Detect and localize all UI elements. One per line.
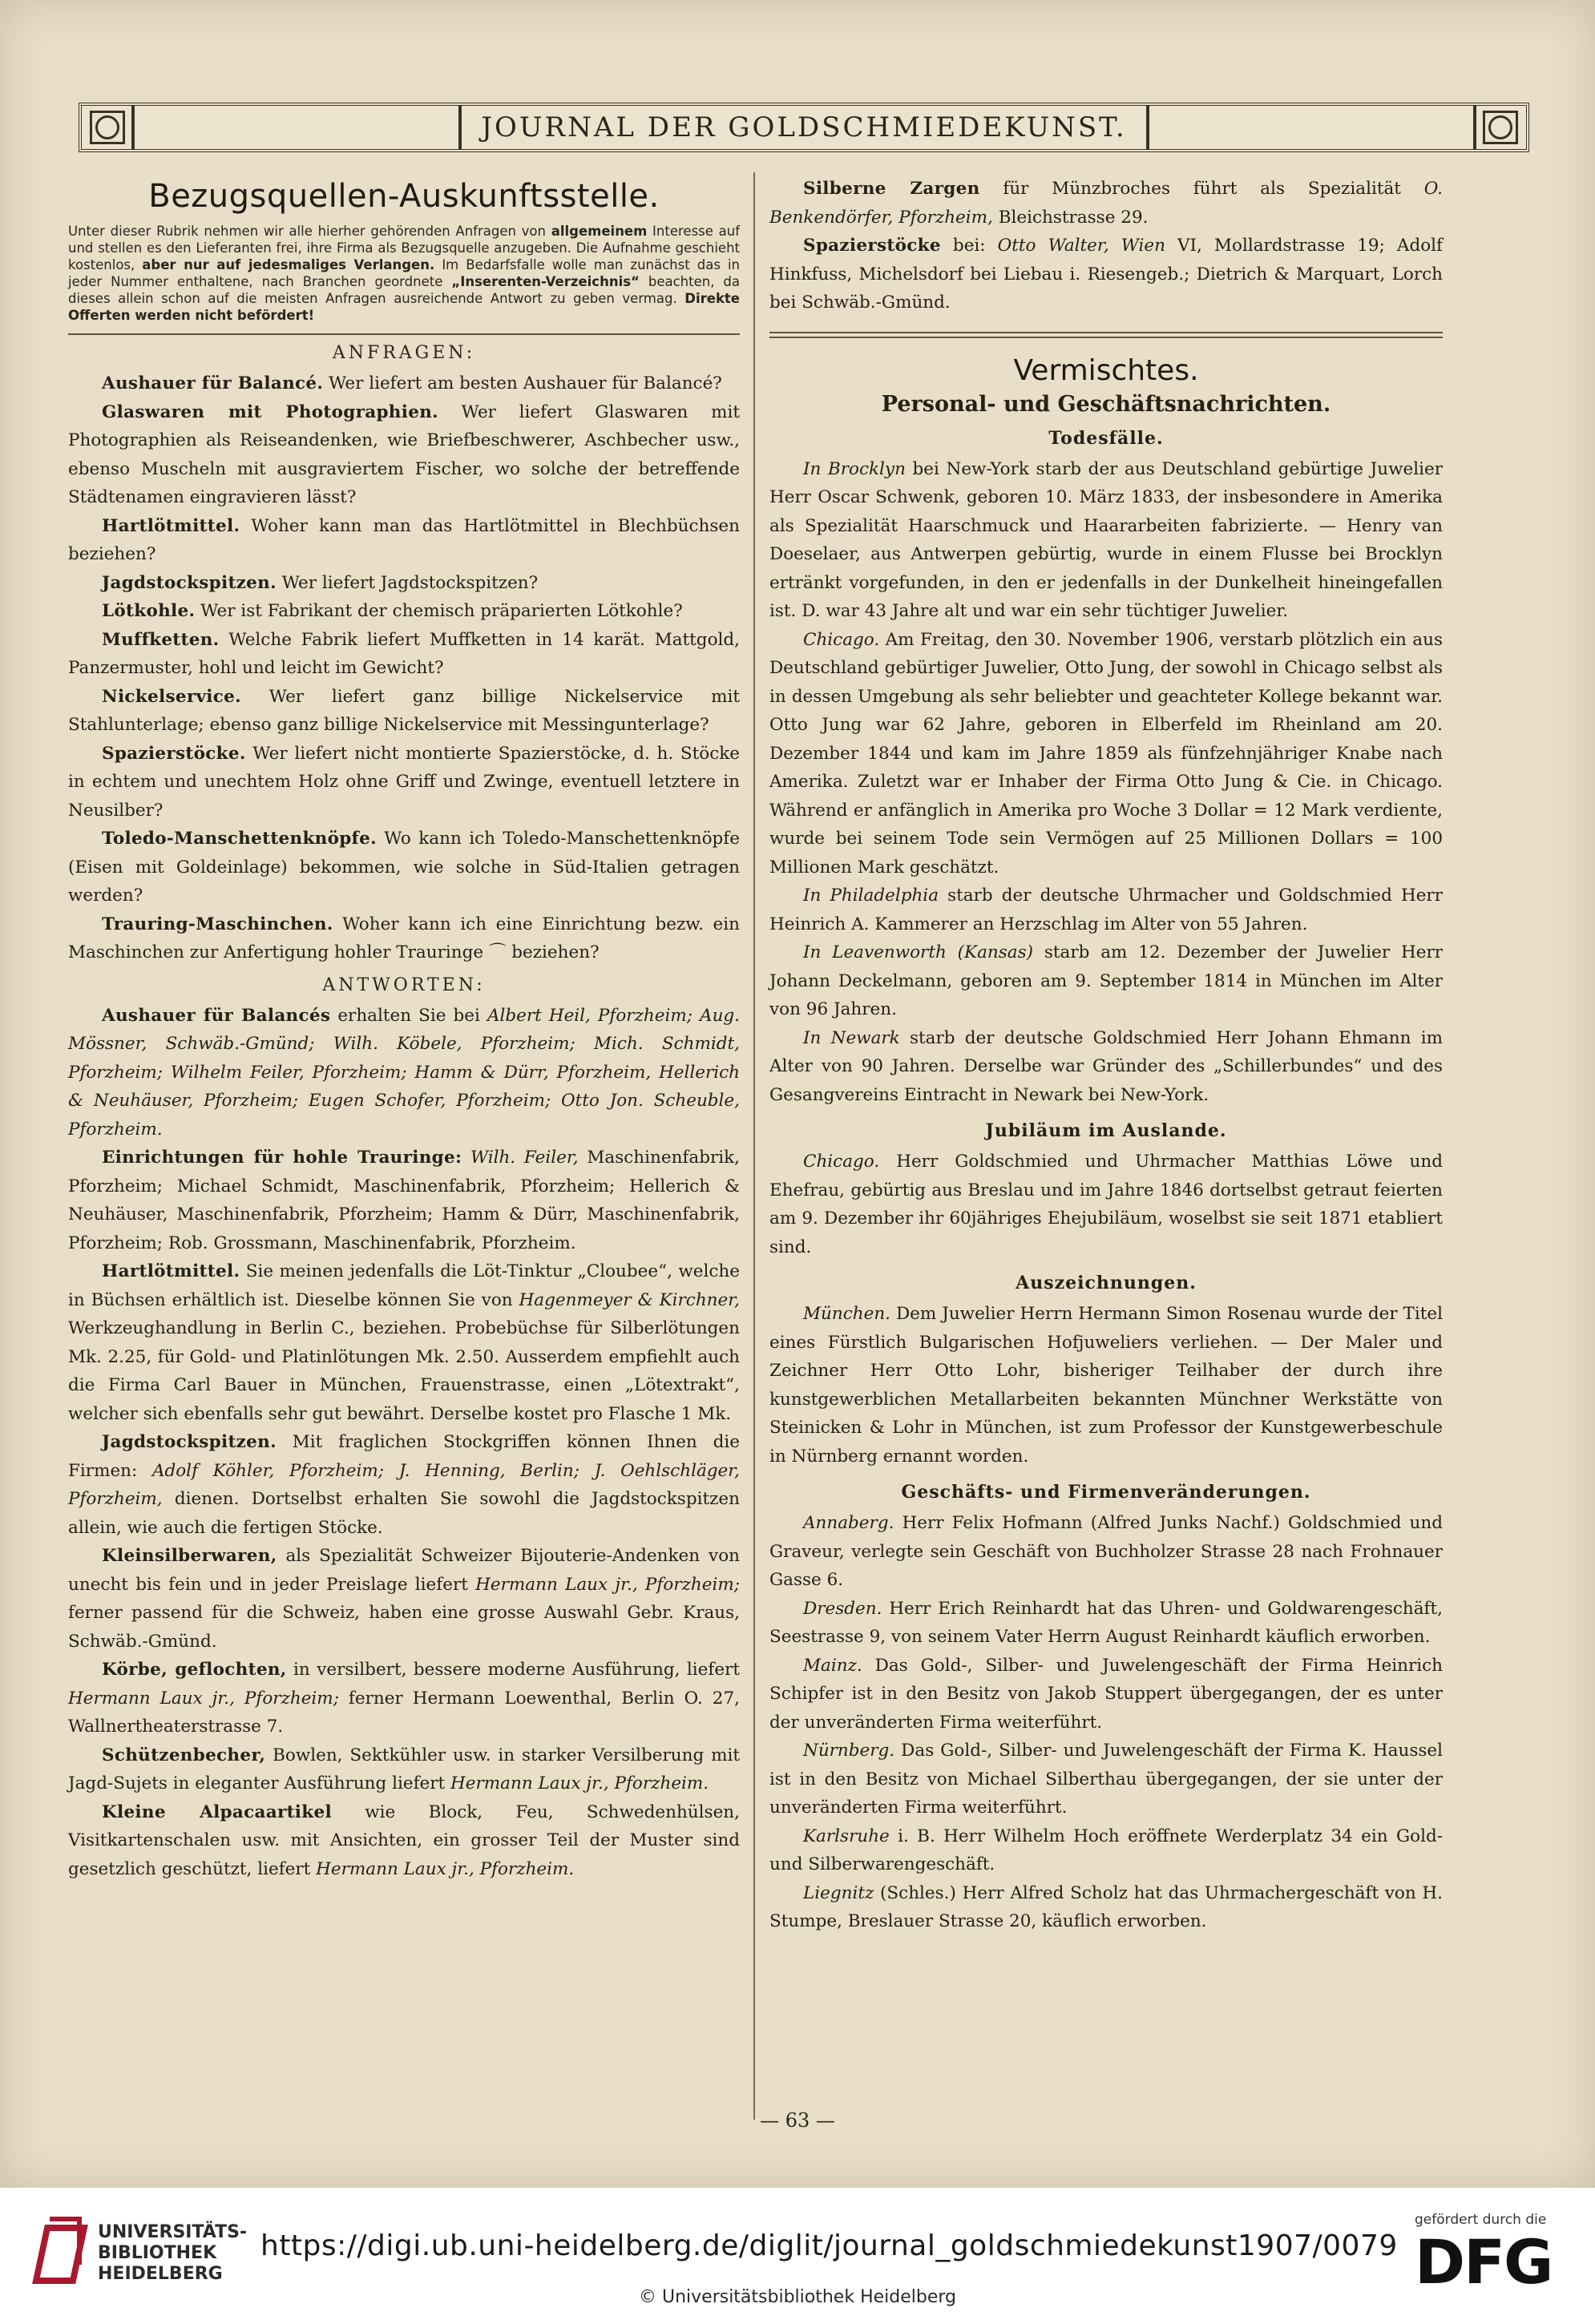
entry-italic: Hermann Laux jr., Pforzheim; xyxy=(68,1688,339,1709)
entry-paragraph xyxy=(68,1257,740,1428)
news-text: i. B. Herr Wilhelm Hoch eröffnete Werderplatz 34 ein Gold- und Silberwarengeschäft. xyxy=(769,1826,1443,1874)
entry-italic: Wilh. Feiler, xyxy=(470,1148,579,1168)
news-item xyxy=(769,1822,1443,1879)
entry-keyword: Körbe, geflochten, xyxy=(102,1660,287,1680)
entry-keyword: Glaswaren mit Photographien. xyxy=(102,401,438,422)
entry-keyword: Spazierstöcke. xyxy=(102,743,246,764)
entry-italic: Hermann Laux jr., Pforzheim; xyxy=(475,1574,740,1595)
journal-header xyxy=(79,103,1529,152)
logo-line: HEIDELBERG xyxy=(98,2264,223,2284)
entry-paragraph xyxy=(68,1144,740,1257)
entry-italic: Albert Heil, Pforzheim; Aug. Mössner, Schwäb.-Gmünd; Wilh. Köbele, Pforzheim; Mich. Schmidt, Pforzheim; Wilhelm Feiler, Pforzheim; Hamm & Dürr, Pforzheim, Hellerich & Neuhäuser, Pforzheim; Eugen Schofer, Pforzheim; Otto Jon. Scheuble, Pforzheim. xyxy=(68,1005,741,1140)
entry-paragraph xyxy=(769,175,1443,232)
ornament-right-icon xyxy=(1483,111,1518,144)
entry-text xyxy=(462,1148,470,1168)
ornament-left-icon xyxy=(90,111,125,144)
entry-text: Wer liefert Jagdstockspitzen? xyxy=(276,572,539,593)
entry-tail: Maschinenfabrik, Pforzheim; Michael Schmidt, Maschinenfabrik, Pforzheim; Hellerich & Neuhäuser, Maschinenfabrik, Pforzheim; Hamm & Dürr, Maschinenfabrik, Pforzheim; Rob. Grossmann, Maschinenfabrik, Pforzheim. xyxy=(68,1148,740,1253)
entry-keyword: Muffketten. xyxy=(102,629,220,650)
entry-text: erhalten Sie bei xyxy=(330,1005,487,1026)
entry-keyword: Aushauer für Balancé. xyxy=(102,373,324,393)
news-place: Mainz. xyxy=(803,1655,862,1676)
entry-text: Woher kann ich eine Einrichtung bezw. ein Maschinchen zur Anfertigung hohler Trauringe ⌒ beziehen? xyxy=(68,914,740,962)
entry-keyword: Spazierstöcke xyxy=(803,236,941,256)
entry-paragraph xyxy=(68,825,740,910)
geschaefts-title: Geschäfts- und Firmenveränderungen. xyxy=(901,1482,1311,1503)
entry-keyword: Toledo-Manschettenknöpfe. xyxy=(102,829,377,849)
news-item xyxy=(769,1024,1443,1110)
copyright-notice: © Universitätsbibliothek Heidelberg xyxy=(638,2287,956,2307)
entry-text: als Spezialität Schweizer Bijouterie-Andenken von unecht bis fein und in jeder Preislage liefert xyxy=(68,1546,740,1595)
journal-title: JOURNAL DER GOLDSCHMIEDEKUNST. xyxy=(481,111,1127,143)
entry-keyword: Lötkohle. xyxy=(102,601,196,621)
right-top-list xyxy=(769,175,1443,317)
entry-text: Wer liefert nicht montierte Spazierstöcke, d. h. Stöcke in echtem und unechtem Holz ohne Griff und Zwinge, eventuell letztere in Neusilber? xyxy=(68,743,740,821)
entry-tail: Werkzeughandlung in Berlin C., beziehen. Probebüchse für Silberlötungen Mk. 2.25, für Gold- und Platinlötungen Mk. 2.50. Ausserdem empfiehlt auch die Firma Carl Bauer in München, Frauenstrasse, einen „Lötextrakt“, welcher sich ebenfalls sehr gut bewährt. Derselbe kostet pro Flasche 1 Mk. xyxy=(68,1318,740,1424)
news-text: starb der deutsche Goldschmied Herr Johann Ehmann im Alter von 90 Jahren. Derselbe war Gründer des „Schillerbundes“ und des Gesangvereins Eintracht in Newark bei New-York. xyxy=(769,1027,1443,1105)
news-place: Chicago. xyxy=(803,1152,880,1172)
entry-keyword: Silberne Zargen xyxy=(803,179,980,199)
entry-text: Wer liefert Glaswaren mit Photographien als Reiseandenken, wie Briefbeschwerer, Aschbecher usw., ebenso Muscheln mit ausgraviertem Fischer, wo solche der betreffende Städtenamen eingravieren lässt? xyxy=(68,401,740,507)
news-text: starb der deutsche Uhrmacher und Goldschmied Herr Heinrich A. Kammerer an Herzschlag im Alter von 55 Jahren. xyxy=(769,886,1443,934)
entry-keyword: Trauring-Maschinchen. xyxy=(102,914,333,934)
dfg-logo[interactable] xyxy=(1415,2212,1553,2298)
university-library-logo[interactable] xyxy=(32,2217,247,2290)
library-logo-icon xyxy=(32,2217,88,2290)
intro-paragraph: Unter dieser Rubrik nehmen wir alle hierher gehörenden Anfragen von allgemeinem Interesse auf und stellen es den Lieferanten frei, ihre Firma als Bezugsquelle anzugeben. Die Aufnahme geschieht kostenlos, aber nur auf jedesmaliges Verlangen. Im Bedarfsfalle wolle man zunächst das in jeder Nummer enthaltene, nach Branchen geordnete „Inserenten-Verzeichnis“ beachten, da dieses allein schon auf die meisten Anfragen ausreichende Antwort zu geben vermag. Direkte Offerten werden nicht befördert! xyxy=(68,224,741,323)
news-text: Herr Erich Reinhardt hat das Uhren- und Goldwarengeschäft, Seestrasse 9, von seinem Vater Herrn August Reinhardt käuflich erworben. xyxy=(769,1598,1443,1647)
jubilaeum-title: Jubiläum im Auslande. xyxy=(985,1120,1227,1141)
entry-text: Woher kann man das Hartlötmittel in Blechbüchsen beziehen? xyxy=(68,515,740,564)
entry-paragraph xyxy=(769,232,1443,317)
news-item xyxy=(769,938,1443,1024)
news-item xyxy=(769,1300,1443,1471)
entry-paragraph xyxy=(68,369,740,398)
personal-heading: Personal- und Geschäftsnachrichten. xyxy=(881,391,1331,417)
entry-keyword: Jagdstockspitzen. xyxy=(102,1432,277,1452)
news-item xyxy=(769,1595,1443,1652)
permalink-url[interactable]: https://digi.ub.uni-heidelberg.de/diglit/journal_goldschmiedekunst1907/0079 xyxy=(260,2229,1398,2262)
jubilaeum-list xyxy=(769,1148,1443,1261)
news-place: Chicago. xyxy=(803,629,880,650)
news-item xyxy=(769,1879,1443,1936)
entry-paragraph xyxy=(68,1741,740,1798)
entry-keyword: Nickelservice. xyxy=(102,686,241,707)
entry-keyword: Kleine Alpacaartikel xyxy=(102,1802,332,1822)
entry-paragraph xyxy=(68,1798,740,1884)
left-column xyxy=(68,175,740,1883)
news-text: Herr Goldschmied und Uhrmacher Matthias Löwe und Ehefrau, gebürtig aus Breslau und im Jahre 1846 dortselbst getraut feierten am 9. Dezember ihr 60jähriges Ehejubiläum, woselbst sie seit 1871 etabliert sind. xyxy=(769,1152,1443,1257)
news-place: In Brocklyn xyxy=(803,458,906,479)
vermischtes-heading: Vermischtes. xyxy=(1013,353,1199,387)
entry-paragraph xyxy=(68,683,740,740)
news-item xyxy=(769,626,1443,882)
anfragen-list xyxy=(68,369,740,967)
column-divider xyxy=(753,172,755,2120)
entry-text: bei: xyxy=(940,236,998,256)
todesfaelle-list xyxy=(769,455,1443,1110)
geschaefts-list xyxy=(769,1509,1443,1936)
auszeichnungen-list xyxy=(769,1300,1443,1471)
entry-paragraph xyxy=(68,1542,740,1656)
logo-line: UNIVERSITÄTS- xyxy=(98,2222,248,2242)
antworten-title: ANTWORTEN: xyxy=(322,974,486,995)
entry-italic: Adolf Köhler, Pforzheim; J. Henning, Berlin; J. Oehlschläger, Pforzheim, xyxy=(68,1460,740,1509)
entry-text: wie Block, Feu, Schwedenhülsen, Visitkartenschalen usw. mit Ansichten, ein grosser Teil der Muster sind gesetzlich geschützt, liefert xyxy=(68,1802,740,1879)
entry-text: in versilbert, bessere moderne Ausführung, liefert xyxy=(286,1660,741,1680)
entry-keyword: Aushauer für Balancés xyxy=(102,1005,331,1026)
entry-paragraph xyxy=(68,740,740,825)
entry-paragraph xyxy=(68,569,740,598)
news-item xyxy=(769,455,1443,626)
section-heading: Bezugsquellen-Auskunftsstelle. xyxy=(148,178,660,215)
news-item xyxy=(769,1737,1443,1822)
news-place: München. xyxy=(803,1304,891,1324)
entry-paragraph xyxy=(68,910,740,967)
entry-italic: O. Benkendörfer, Pforzheim, xyxy=(769,179,1443,228)
entry-paragraph xyxy=(68,1656,740,1741)
dfg-wordmark: DFG xyxy=(1415,2226,1553,2298)
entry-paragraph xyxy=(68,597,740,626)
entry-keyword: Einrichtungen für hohle Trauringe: xyxy=(102,1148,462,1168)
entry-text: Wo kann ich Toledo-Manschettenknöpfe (Eisen mit Goldeinlage) bekommen, wie solche in Süd-Italien getragen werden? xyxy=(68,829,740,906)
entry-italic: Otto Walter, Wien xyxy=(997,236,1165,256)
entry-paragraph xyxy=(68,398,740,512)
news-text: (Schles.) Herr Alfred Scholz hat das Uhrmachergeschäft von H. Stumpe, Breslauer Strasse 20, käuflich erworben. xyxy=(769,1882,1443,1931)
antworten-list xyxy=(68,1002,740,1884)
news-item xyxy=(769,1148,1443,1261)
anfragen-title: ANFRAGEN: xyxy=(332,343,476,363)
entry-text: Sie meinen jedenfalls die Löt-Tinktur „Cloubee“, welche in Büchsen erhältlich ist. Dieselbe können Sie von xyxy=(68,1261,740,1310)
entry-keyword: Hartlötmittel. xyxy=(102,515,240,536)
entry-tail: ferner passend für die Schweiz, haben eine grosse Auswahl Gebr. Kraus, Schwäb.-Gmünd. xyxy=(68,1603,740,1652)
news-item xyxy=(769,882,1443,938)
news-text: bei New-York starb der aus Deutschland gebürtige Juwelier Herr Oscar Schwenk, geboren 10. März 1833, der insbesondere in Amerika als Spezialität Haarschmuck und Haararbeiten fabrizierte. — Henry van Doeselaer, aus Antwerpen gebürtig, wurde in einem Flusse bei Brocklyn ertränkt vorgefunden, in den er jedenfalls in der Dunkelheit hineingefallen ist. D. war 43 Jahre alt und war ein sehr tüchtiger Juwelier. xyxy=(769,458,1443,621)
library-footer xyxy=(0,2188,1595,2324)
entry-keyword: Hartlötmittel. xyxy=(102,1261,240,1281)
news-text: Dem Juwelier Herrn Hermann Simon Rosenau wurde der Titel eines Fürstlich Bulgarischen Hofjuweliers verliehen. — Der Maler und Zeichner Herr Otto Lohr, bisheriger Teilhaber der durch ihre kunstgewerblichen Metallarbeiten bekannten Münchner Werkstätte von Steinicken & Lohr in München, ist zum Professor der Kunstgewerbeschule in Nürnberg ernannt worden. xyxy=(769,1304,1443,1467)
logo-line: BIBLIOTHEK xyxy=(98,2243,217,2263)
news-text: Herr Felix Hofmann (Alfred Junks Nachf.) Goldschmied und Graveur, verlegte sein Geschäft von Buchholzer Strasse 28 nach Frohnauer Gasse 6. xyxy=(769,1513,1443,1590)
news-item xyxy=(769,1652,1443,1737)
entry-paragraph xyxy=(68,1002,740,1144)
news-place: Karlsruhe xyxy=(803,1826,890,1846)
divider xyxy=(769,332,1443,338)
entry-text: Welche Fabrik liefert Muffketten in 14 karät. Mattgold, Panzermuster, hohl und leicht im Gewicht? xyxy=(68,629,740,678)
news-place: Liegnitz xyxy=(803,1882,874,1903)
news-text: Das Gold-, Silber- und Juwelengeschäft der Firma Heinrich Schipfer ist in den Besitz von Jakob Stuppert übergegangen, der es unter der unveränderten Firma weiterführt. xyxy=(769,1655,1443,1733)
entry-italic: Hermann Laux jr., Pforzheim. xyxy=(316,1858,575,1879)
entry-text: Wer ist Fabrikant der chemisch präparierten Lötkohle? xyxy=(195,601,683,621)
entry-keyword: Kleinsilberwaren, xyxy=(102,1546,277,1566)
news-place: Annaberg. xyxy=(803,1513,894,1533)
news-place: In Leavenworth (Kansas) xyxy=(803,942,1034,962)
entry-paragraph xyxy=(68,512,740,569)
auszeichnungen-title: Auszeichnungen. xyxy=(1016,1273,1197,1293)
news-item xyxy=(769,1509,1443,1595)
entry-text: Mit fraglichen Stockgriffen können Ihnen die Firmen: xyxy=(68,1432,740,1481)
entry-italic: Hagenmeyer & Kirchner, xyxy=(519,1289,741,1310)
entry-tail: VI, Mollardstrasse 19; Adolf Hinkfuss, Michelsdorf bei Liebau i. Riesengeb.; Dietrich & Marquart, Lorch bei Schwäb.-Gmünd. xyxy=(769,236,1443,313)
news-place: Dresden. xyxy=(803,1598,882,1619)
entry-tail: Bleichstrasse 29. xyxy=(992,207,1149,228)
news-place: Nürnberg. xyxy=(803,1741,895,1761)
right-column xyxy=(769,175,1443,1936)
news-text: starb am 12. Dezember der Juwelier Herr Johann Deckelmann, geboren am 9. September 1814 in München im Alter von 96 Jahren. xyxy=(769,942,1444,1019)
divider xyxy=(68,333,740,335)
news-text: Das Gold-, Silber- und Juwelengeschäft der Firma K. Haussel ist in den Besitz von Michael Silberthau übergegangen, der sie unter der unveränderten Firma weiterführt. xyxy=(769,1741,1443,1818)
news-place: In Newark xyxy=(803,1027,900,1048)
entry-paragraph xyxy=(68,1428,740,1542)
entry-italic: Hermann Laux jr., Pforzheim. xyxy=(450,1773,709,1793)
entry-keyword: Schützenbecher, xyxy=(102,1745,266,1765)
news-place: In Philadelphia xyxy=(803,886,939,906)
entry-text: Bowlen, Sektkühler usw. in starker Versilberung mit Jagd-Sujets in eleganter Ausführung liefert xyxy=(68,1745,740,1793)
entry-keyword: Jagdstockspitzen. xyxy=(102,572,277,593)
dfg-caption: gefördert durch die xyxy=(1415,2212,1547,2228)
entry-paragraph xyxy=(68,626,740,683)
page-number: — 63 — xyxy=(760,2109,835,2132)
todesfaelle-title: Todesfälle. xyxy=(1048,427,1164,449)
entry-text: Wer liefert ganz billige Nickelservice mit Stahlunterlage; ebenso ganz billige Nickelservice mit Messingunterlage? xyxy=(68,686,740,735)
entry-tail: dienen. Dortselbst erhalten Sie sowohl die Jagdstockspitzen allein, wie auch die fertigen Stöcke. xyxy=(68,1489,740,1538)
entry-text: Wer liefert am besten Aushauer für Balancé? xyxy=(323,373,722,393)
news-text: Am Freitag, den 30. November 1906, verstarb plötzlich ein aus Deutschland gebürtiger Juwelier, Otto Jung, der sowohl in Chicago selbst als in dessen Umgebung als sehr beliebter und geachteter Kollege bekannt war. Otto Jung war 62 Jahre, geboren in Elberfeld im Rheinland am 20. Dezember 1844 und kam im Jahre 1859 als fünfzehnjähriger Knabe nach Amerika. Zuletzt war er Inhaber der Firma Otto Jung & Cie. in Chicago. Während er anfänglich in Amerika pro Woche 3 Dollar = 12 Mark verdiente, wurde bei seinem Tode sein Vermögen auf 25 Millionen Dollars = 100 Millionen Mark geschätzt. xyxy=(769,629,1443,878)
entry-text: für Münzbroches führt als Spezialität xyxy=(979,179,1424,199)
entry-tail: ferner Hermann Loewenthal, Berlin O. 27, Wallnertheaterstrasse 7. xyxy=(68,1688,740,1737)
